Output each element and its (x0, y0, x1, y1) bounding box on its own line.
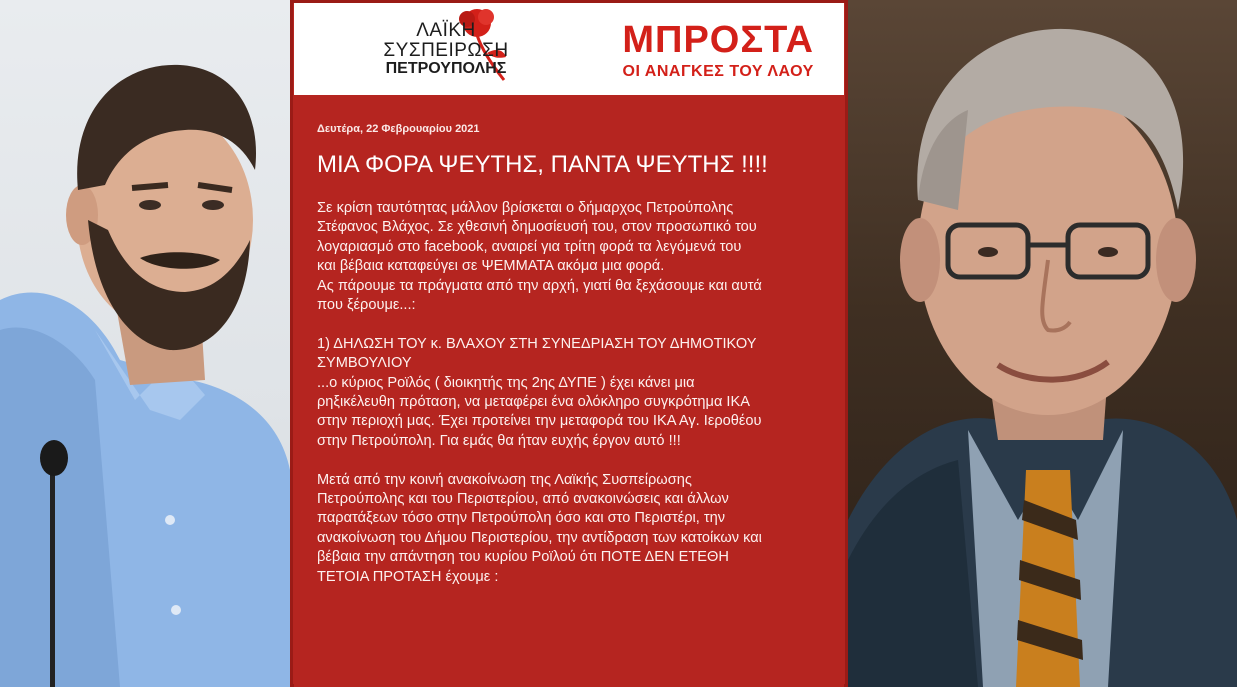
post-line: στην Πετρούπολη. Για εμάς θα ήταν ευχής έργον αυτό !!! (317, 432, 681, 449)
post-title: ΜΙΑ ΦΟΡΑ ΨΕΥΤΗΣ, ΠΑΝΤΑ ΨΕΥΤΗΣ !!!! (317, 151, 768, 178)
post-text (317, 199, 837, 587)
right-portrait-photo (848, 0, 1237, 687)
blog-post-screenshot (290, 0, 848, 687)
post-line: και βέβαια καταφεύγει σε ΨΕΜΜΑΤΑ ακόμα μια φορά. (317, 258, 665, 275)
party-logo-text (366, 21, 526, 78)
logo-line-3: ΠΕΤΡΟΥΠΟΛΗΣ (385, 59, 507, 77)
left-portrait-illustration (0, 0, 290, 687)
post-line: παρατάξεων τόσο στην Πετρούπολη όσο και στο Περιστέρι, την (317, 510, 726, 527)
post-date: Δευτέρα, 22 Φεβρουαρίου 2021 (317, 123, 480, 135)
post-line: Στέφανος Βλάχος. Σε χθεσινή δημοσίευσή του, στον προσωπικό του (317, 219, 757, 236)
post-line: που ξέρουμε...: (317, 297, 416, 314)
slogan (622, 21, 814, 81)
post-line: βέβαια την απάντηση του κυρίου Ροϊλού ότι ΠΟΤΕ ΔΕΝ ΕΤΕΘΗ (317, 549, 729, 566)
post-line: Πετρούπολης και του Περιστερίου, από ανακοινώσεις και άλλων (317, 491, 729, 508)
post-line: ...ο κύριος Ροϊλός ( διοικητής της 2ης ΔΥΠΕ ) έχει κάνει μια (317, 374, 695, 391)
post-line: Σε κρίση ταυτότητας μάλλον βρίσκεται ο δήμαρχος Πετρούπολης (317, 200, 734, 216)
right-portrait-illustration (848, 0, 1237, 687)
logo-line-1: ΛΑΪΚΗ (416, 20, 476, 41)
post-line: λογαριασμό στο facebook, αναιρεί για τρίτη φορά τα λεγόμενά του (317, 238, 742, 255)
post-line: ΣΥΜΒΟΥΛΙΟΥ (317, 355, 412, 372)
paragraph-gap (317, 315, 837, 334)
left-portrait-photo (0, 0, 290, 687)
post-line: στην περιοχή μας. Έχει προτείνει την μεταφορά του ΙΚΑ Αγ. Ιεροθέου (317, 413, 762, 430)
post-line: 1) ΔΗΛΩΣΗ ΤΟΥ κ. ΒΛΑΧΟΥ ΣΤΗ ΣΥΝΕΔΡΙΑΣΗ ΤΟΥ ΔΗΜΟΤΙΚΟΥ (317, 335, 757, 352)
post-line: Μετά από την κοινή ανακοίνωση της Λαϊκής Συσπείρωσης (317, 471, 692, 488)
post-line: ΤΕΤΟΙΑ ΠΡΟΤΑΣΗ έχουμε : (317, 568, 499, 585)
slogan-title: ΜΠΡΟΣΤΑ (622, 19, 814, 61)
slogan-subtitle: ΟΙ ΑΝΑΓΚΕΣ ΤΟΥ ΛΑΟΥ (622, 63, 814, 80)
paragraph-gap (317, 451, 837, 470)
post-body (294, 95, 844, 687)
post-line: Ας πάρουμε τα πράγματα από την αρχή, γιατί θα ξεχάσουμε και αυτά (317, 277, 762, 294)
blog-header (294, 3, 844, 95)
logo-line-2: ΣΥΣΠΕΙΡΩΣΗ (383, 39, 509, 61)
post-line: ρηξικέλευθη πρόταση, να μεταφέρει ένα ολόκληρο συγκρότημα ΙΚΑ (317, 394, 750, 411)
post-line: ανακοίνωση του Δήμου Περιστερίου, την αντίδραση των κατοίκων και (317, 529, 762, 546)
